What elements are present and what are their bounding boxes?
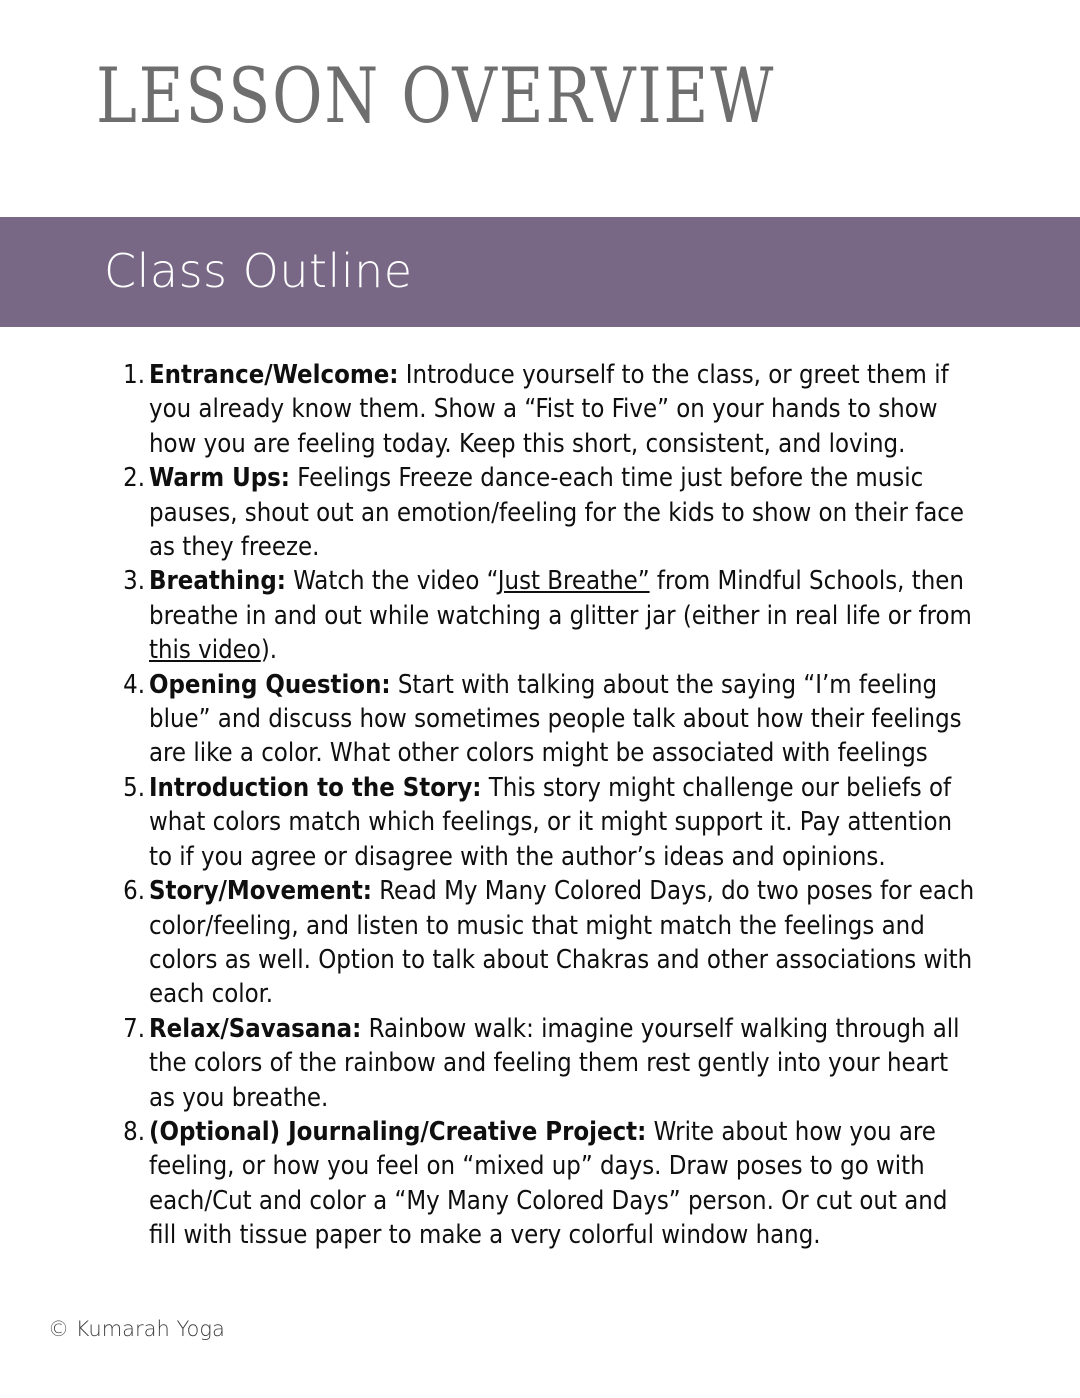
outline-item-text <box>149 1012 980 1115</box>
outline-item-number: 4. <box>123 669 145 700</box>
outline-item-body: Feelings Freeze dance-each time just before the music pauses, shout out an emotion/feeling for the kids to show on their face as they freeze. <box>149 463 965 563</box>
outline-item-body: Read My Many Colored Days, do two poses for each color/feeling, and listen to music that might match the feelings and colors as well. Option to talk about Chakras and other associations with each color. <box>149 876 975 1010</box>
outline-item-text <box>149 668 980 771</box>
outline-item-label: Story/Movement: <box>149 876 372 907</box>
outline-item-body: Rainbow walk: imagine yourself walking through all the colors of the rainbow and feeling them rest gently into your heart as you breathe. <box>149 1013 960 1113</box>
outline-item-text <box>149 358 980 461</box>
outline-item-label: Breathing: <box>149 566 286 597</box>
outline-item-number: 2. <box>123 463 145 494</box>
outline-item-text <box>149 874 980 1012</box>
outline-item-label: Warm Ups: <box>149 463 290 494</box>
outline-item-body: Write about how you are feeling, or how you feel on “mixed up” days. Draw poses to go with each/Cut and color a “My Many Colored Days” person. Or cut out and fill with tissue paper to make a very colorful window hang. <box>149 1116 948 1251</box>
outline-item-number: 5. <box>123 772 145 803</box>
outline-item-body: Introduce yourself to the class, or greet them if you already know them. Show a “Fist to Five” on your hands to show how you are feeling today. Keep this short, consistent, and loving. <box>149 360 949 459</box>
outline-item-text <box>149 771 980 874</box>
outline-item-number: 1. <box>123 360 145 390</box>
footer-copyright: © Kumarah Yoga <box>48 1317 225 1341</box>
outline-item-text <box>149 1115 980 1253</box>
outline-item-body-part: Watch the video “ <box>285 566 498 597</box>
glitter-jar-video-link[interactable]: this video <box>149 635 261 666</box>
outline-item-5 <box>0 771 1080 874</box>
just-breathe-video-link[interactable]: Just Breathe” <box>497 566 650 597</box>
outline-item-1 <box>0 358 1080 461</box>
outline-item-2 <box>0 461 1080 564</box>
outline-item-4 <box>0 668 1080 771</box>
outline-item-6 <box>0 874 1080 1012</box>
outline-item-number: 3. <box>123 566 145 597</box>
outline-item-body-part: from Mindful Schools, then breathe in and out while watching a glitter jar (either in real life or from <box>149 566 972 631</box>
outline-item-body: Start with talking about the saying “I’m feeling blue” and discuss how sometimes people talk about how their feelings are like a color. What other colors might be associated with feelings <box>149 669 962 769</box>
outline-item-label: Introduction to the Story: <box>149 772 482 803</box>
outline-item-label: Entrance/Welcome: <box>149 360 399 390</box>
outline-item-7 <box>0 1012 1080 1115</box>
outline-item-text <box>149 461 980 564</box>
outline-item-number: 6. <box>123 876 145 907</box>
outline-item-8 <box>0 1115 1080 1253</box>
outline-item-label: (Optional) Journaling/Creative Project: <box>149 1116 647 1147</box>
outline-item-number: 8. <box>123 1116 145 1147</box>
class-outline-list <box>0 358 1080 1253</box>
outline-item-text <box>149 564 980 667</box>
section-heading: Class Outline <box>104 243 413 298</box>
outline-item-label: Relax/Savasana: <box>149 1013 362 1044</box>
outline-item-number: 7. <box>123 1013 145 1044</box>
outline-item-label: Opening Question: <box>149 669 391 700</box>
page-title: LESSON OVERVIEW <box>96 51 776 140</box>
outline-item-body-part: ). <box>260 635 278 666</box>
outline-item-3 <box>0 564 1080 667</box>
section-banner <box>0 217 1080 327</box>
outline-item-body: This story might challenge our beliefs of what colors match which feelings, or it might support it. Pay attention to if you agree or disagree with the author’s ideas and opinions. <box>149 772 953 872</box>
